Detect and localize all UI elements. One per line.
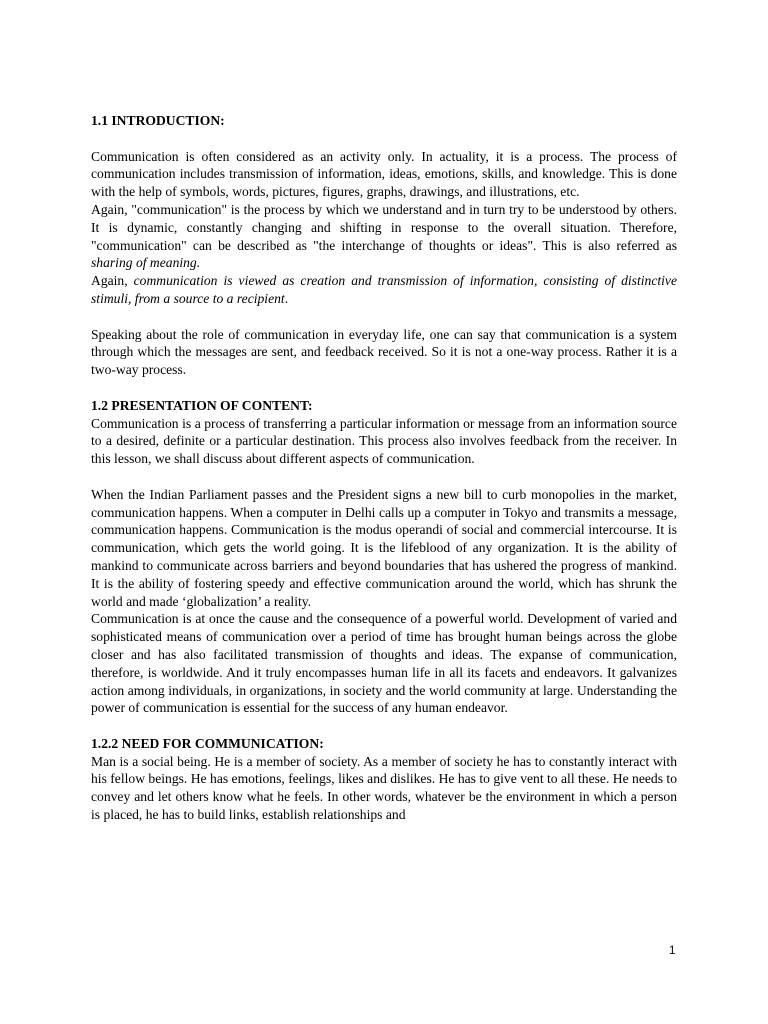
spacer [91,468,677,486]
section-heading-need: 1.2.2 NEED FOR COMMUNICATION: [91,735,324,751]
paragraph-need-1: Man is a social being. He is a member of society. As a member of society he has to constantly interact with his fellow beings. He has emotions, feelings, likes and dislikes. He has to give vent to all these. He needs to convey and let others know what he feels. In other words, whatever be the environment in which a person is placed, he has to build links, establish relationships and [91,753,677,823]
paragraph-intro-2-italic: sharing of meaning. [91,255,201,271]
paragraph-intro-2-text: Again, "communication" is the process by which we understand and in turn try to be understood by others. It is dynamic, constantly changing and shifting in response to the overall situation. Therefore, "communication" can be described as "the interchange of thoughts or ideas". This is also referred as [91,201,677,253]
spacer [91,379,677,397]
paragraph-presentation-1: Communication is a process of transferring a particular information or message from an information source to a desired, definite or a particular destination. This process also involves feedback from the receiver. In this lesson, we shall discuss about different aspects of communication. [91,415,677,467]
paragraph-intro-3 [91,272,677,308]
page-number: 1 [669,945,676,957]
section-heading-introduction: 1.1 INTRODUCTION: [91,113,225,128]
spacer [91,130,677,148]
paragraph-intro-3-italic: communication is viewed as creation and transmission of information, consisting of distinctive stimuli, from a source to a recipient [91,273,677,306]
spacer [91,717,677,735]
paragraph-intro-2 [91,201,677,272]
paragraph-intro-1: Communication is often considered as an activity only. In actuality, it is a process. The process of communication includes transmission of information, ideas, emotions, skills, and knowledge. This is done with the help of symbols, words, pictures, figures, graphs, drawings, and illustrations, etc. [91,148,677,200]
paragraph-intro-4: Speaking about the role of communication in everyday life, one can say that communication is a system through which the messages are sent, and feedback received. So it is not a one-way process. Rather it is a two-way process. [91,326,677,378]
paragraph-intro-3-lead: Again, [91,273,134,289]
section-heading-presentation: 1.2 PRESENTATION OF CONTENT: [91,397,313,413]
paragraph-intro-3-end: . [284,290,289,306]
document-page [91,112,677,824]
paragraph-presentation-3: Communication is at once the cause and the consequence of a powerful world. Development of varied and sophisticated means of communication over a period of time has brought human beings across the globe closer and has also facilitated transmission of thoughts and ideas. The expanse of communication, therefore, is worldwide. And it truly encompasses human life in all its facets and endeavors. It galvanizes action among individuals, in organizations, in society and the world community at large. Understanding the power of communication is essential for the success of any human endeavor. [91,611,677,716]
spacer [91,308,677,326]
paragraph-presentation-2: When the Indian Parliament passes and the President signs a new bill to curb monopolies in the market, communication happens. When a computer in Delhi calls up a computer in Tokyo and transmits a message, communication happens. Communication is the modus operandi of social and commercial intercourse. It is communication, which gets the world going. It is the lifeblood of any organization. It is the ability of mankind to communicate across barriers and beyond boundaries that has ushered the progress of mankind. It is the ability of fostering speedy and effective communication around the world, which has shrunk the world and made ‘globalization’ a reality. [91,486,677,609]
